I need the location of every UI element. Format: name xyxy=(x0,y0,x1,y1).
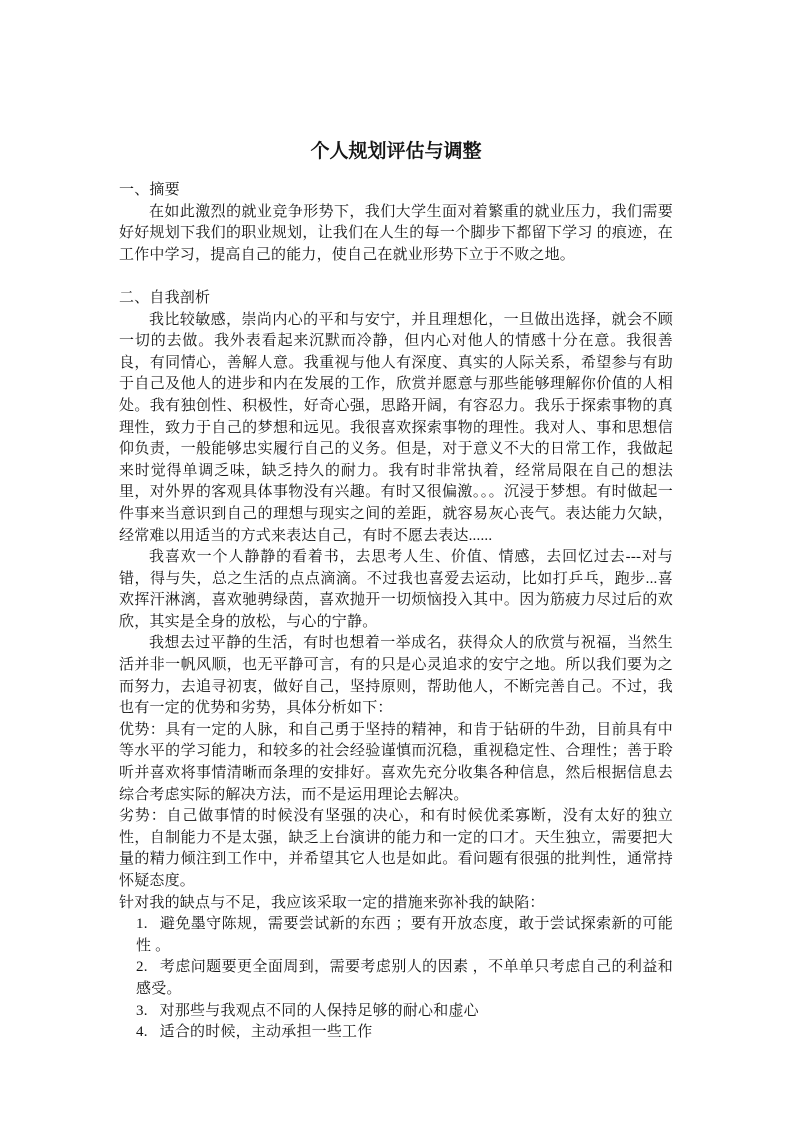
remedy-item-1 xyxy=(119,914,673,957)
remedy-list xyxy=(119,914,673,1044)
remedy-item-2-number: 2. xyxy=(136,959,148,976)
page-title: 个人规划评估与调整 xyxy=(310,141,482,162)
remedy-intro: 针对我的缺点与不足，我应该采取一定的措施来弥补我的缺陷： xyxy=(119,894,545,911)
remedy-item-1-text: 避免墨守陈规，需要尝试新的东西 ；要有开放态度，敢于尝试探索新的可能性 。 xyxy=(136,916,673,954)
remedy-item-2-text: 考虑问题要更全面周到，需要考虑别人的因素 ，不单单只考虑自己的利益和感受。 xyxy=(136,959,673,997)
blank-line xyxy=(119,266,673,288)
strengths-paragraph: 优势：具有一定的人脉，和自己勇于坚持的精神，和肯于钻研的牛劲，目前具有中等水平的学习能力，和较多的社会经验谨慎而沉稳，重视稳定性、合理性；善于聆听并喜欢将事情清晰而条理的安排好。喜欢先充分收集各种信息，然后根据信息去综合考虑实际的解决方法，而不是运用理论去解决。 xyxy=(119,721,673,803)
self-analysis-paragraph-1: 我比较敏感，崇尚内心的平和与安宁，并且理想化，一旦做出选择，就会不顾一切的去做。我外表看起来沉默而冷静，但内心对他人的情感十分在意。我很善良，有同情心，善解人意。我重视与他人有深度、真实的人际关系，希望参与有助于自己及他人的进步和内在发展的工作，欣赏并愿意与那些能够理解你价值的人相处。我有独创性、积极性，好奇心强，思路开阔，有容忍力。我乐于探索事物的真理性，致力于自己的梦想和远见。我很喜欢探索事物的理性。我对人、事和思想信仰负责，一般能够忠实履行自己的义务。但是，对于意义不大的日常工作，我做起来时觉得单调乏味，缺乏持久的耐力。我有时非常执着，经常局限在自己的想法里，对外界的客观具体事物没有兴趣。有时又很偏激。。。沉浸于梦想。有时做起一件事来当意识到自己的理想与现实之间的差距，就容易灰心丧气。表达能力欠缺，经常难以用适当的方式来表达自己，有时不愿去表达...... xyxy=(119,311,673,544)
remedy-item-1-number: 1. xyxy=(136,916,148,933)
section-2-heading: 二、自我剖析 xyxy=(119,289,211,306)
weaknesses-paragraph: 劣势：自己做事情的时候没有坚强的决心，和有时候优柔寡断，没有太好的独立性，自制能力不是太强，缺乏上台演讲的能力和一定的口才。天生独立，需要把大量的精力倾注到工作中，并希望其它人也是如此。看问题有很强的批判性，通常持怀疑态度。 xyxy=(119,808,673,889)
remedy-item-3-number: 3. xyxy=(136,1002,148,1019)
remedy-item-3-text: 对那些与我观点不同的人保持足够的耐心和虚心 xyxy=(159,1002,479,1019)
self-analysis-paragraph-2: 我喜欢一个人静静的看着书，去思考人生、价值、情感，去回忆过去---对与错，得与失，总之生活的点点滴滴。不过我也喜爱去运动，比如打乒乓，跑步...喜欢挥汗淋漓，喜欢驰骋绿茵，喜欢抛开一切烦恼投入其中。因为筋疲力尽过后的欢欣，其实是全身的放松，与心的宁静。 xyxy=(119,549,673,630)
remedy-item-3 xyxy=(119,1001,673,1023)
document-body xyxy=(119,180,673,1044)
section-1-heading: 一、摘要 xyxy=(119,182,180,198)
remedy-item-4-text: 适合的时候，主动承担一些工作 xyxy=(159,1024,373,1041)
remedy-item-4-number: 4. xyxy=(136,1024,148,1041)
remedy-item-2 xyxy=(119,957,673,1000)
remedy-item-4 xyxy=(119,1022,673,1044)
summary-paragraph: 在如此激烈的就业竞争形势下，我们大学生面对着繁重的就业压力，我们需要好好规划下我们的职业规划，让我们在人生的每一个脚步下都留下学习 的痕迹，在工作中学习，提高自己的能力，使自己在就业形势下立于不败之地。 xyxy=(119,203,673,263)
self-analysis-paragraph-3: 我想去过平静的生活，有时也想着一举成名，获得众人的欣赏与祝福，当然生活并非一帆风顺，也无平静可言，有的只是心灵追求的安宁之地。所以我们要为之而努力，去追寻初衷，做好自己，坚持原则，帮助他人，不断完善自己。不过，我也有一定的优势和劣势，具体分析如下： xyxy=(119,635,673,717)
